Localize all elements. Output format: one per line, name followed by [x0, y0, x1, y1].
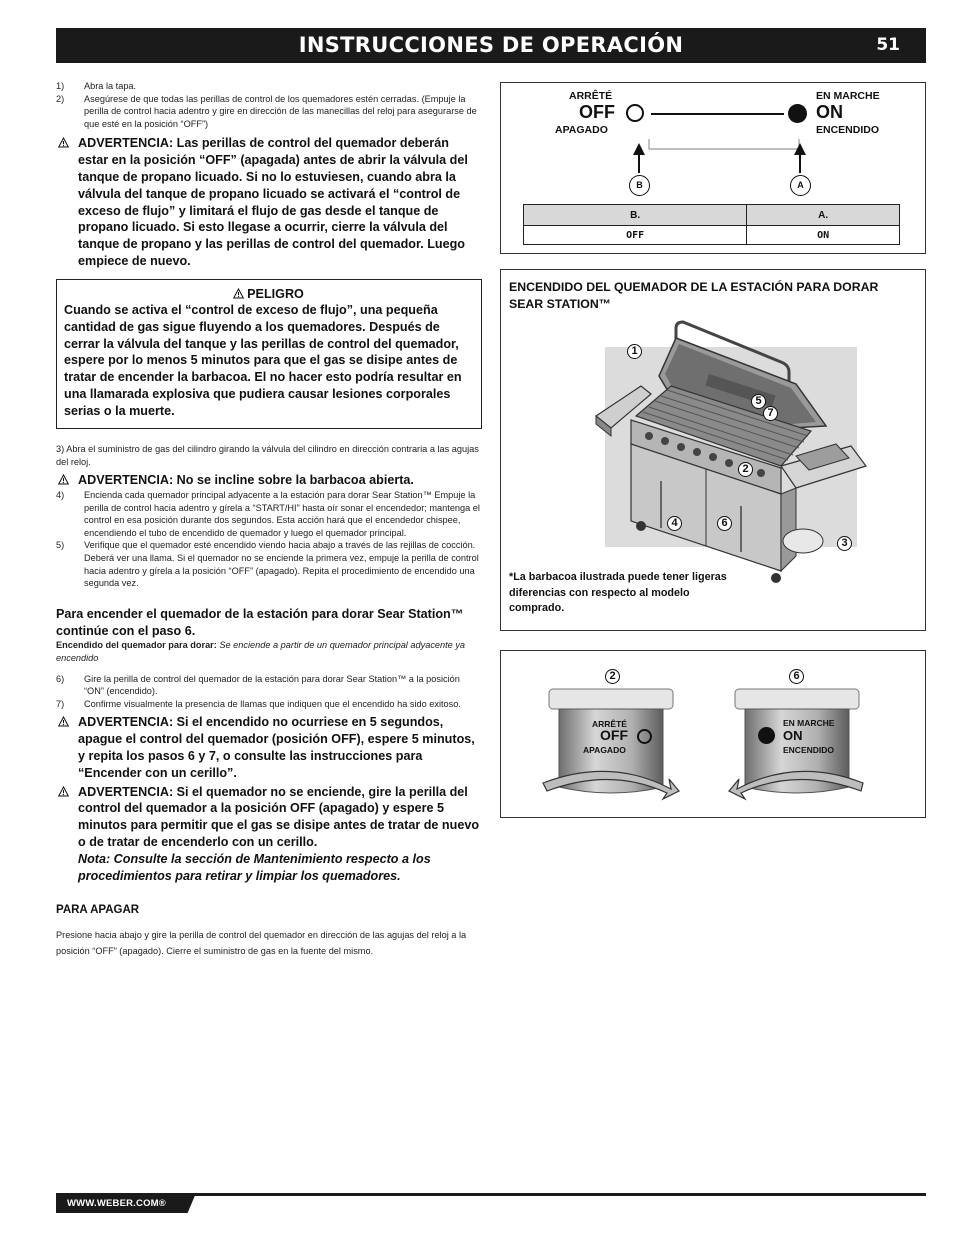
left-column — [56, 80, 482, 959]
label-en-marche: EN MARCHE — [816, 90, 880, 102]
label-apagado: APAGADO — [555, 124, 608, 136]
page-title: INSTRUCCIONES DE OPERACIÓN — [298, 33, 684, 57]
step-7 — [56, 698, 482, 711]
callout-5: 5 — [751, 394, 766, 409]
step-number: 2) — [56, 93, 65, 104]
knob-left-off-icon — [637, 729, 652, 744]
danger-box — [56, 279, 482, 429]
label-encendido: ENCENDIDO — [816, 124, 880, 136]
step-number: 5) — [56, 540, 65, 551]
apagar-text: Presione hacia abajo y gire la perilla de control del quemador en dirección de las agujas del reloj a la posición “OFF” (apagado). Cierre el suministro de gas en la fuente del mismo. — [56, 930, 467, 957]
danger-body: Cuando se activa el “control de exceso de flujo”, una pequeña cantidad de gas sigue fluyendo a los quemadores. Después de cerrar la válvula del tanque y las perillas de control del quemador, espere por lo menos 5 minutos para que el gas se disipe antes de tratar de encender la barbacoa. El no hacer esto podría resultar en una llamarada explosiva que pudiera causar lesiones corporales serias o la muerte. — [64, 302, 462, 419]
warning-note: Nota: Consulte la sección de Mantenimiento respecto a los procedimientos para retirar y limpiar los quemadores. — [78, 851, 431, 883]
sear-heading: Para encender el quemador de la estación para dorar Sear Station™ continúe con el paso 6. — [56, 606, 464, 638]
step-3: 3) Abra el suministro de gas del cilindro girando la válvula del cilindro en dirección contraria a las agujas del reloj. — [56, 444, 479, 467]
marker-b: B — [629, 175, 650, 196]
step-text: Gire la perilla de control del quemador de la estación para dorar Sear Station™ a la posición “ON” (encendido). — [84, 673, 460, 697]
callout-7: 7 — [763, 406, 778, 421]
knob-right-on: ON — [783, 728, 803, 743]
label-arrete: ARRÊTÉ — [569, 90, 613, 102]
step-number: 4) — [56, 490, 65, 501]
page-number: 51 — [876, 35, 900, 55]
warning-text: ADVERTENCIA: No se incline sobre la barbacoa abierta. — [78, 473, 414, 488]
label-off: OFF — [579, 102, 615, 122]
callout-2: 2 — [738, 462, 753, 477]
step-text: Verifique que el quemador esté encendido viendo hacia abajo a través de las rejillas de cocción. Deberá ver una llama. Si el quemador no se enciende la primera vez, empuje la perilla de control hacia adentro y gírela a la posición “OFF” (apagado). Repita el procedimiento de encendido una segunda vez. — [84, 540, 479, 589]
warning-icon — [58, 716, 69, 727]
step-number: 1) — [56, 81, 65, 91]
grill-note: *La barbacoa ilustrada puede tener ligeras diferencias con respecto al modelo comprado. — [509, 571, 727, 614]
step-5 — [56, 539, 482, 589]
off-on-diagram — [500, 82, 926, 254]
step-text: Encienda cada quemador principal adyacente a la estación para dorar Sear Station™ Empuje la perilla de control hacia adentro y gírela a “START/HI” hasta oír sonar el encendedor; mantenga el control en esa posición durante dos segundos. Esta acción hará que el encendedor chispee, encendiendo el tubo de encendido de quemador y luego el quemador principal. — [84, 490, 480, 538]
table-header-b: B. — [524, 205, 747, 226]
callout-1: 1 — [627, 344, 642, 359]
header-bar — [56, 28, 926, 63]
step-number: 7) — [56, 698, 65, 709]
knob-left-off: OFF — [600, 727, 628, 743]
knob-left-number: 2 — [605, 669, 620, 684]
grill-diagram-title: ENCENDIDO DEL QUEMADOR DE LA ESTACIÓN PARA DORAR SEAR STATION™ — [509, 280, 879, 311]
danger-title-text: PELIGRO — [247, 286, 304, 301]
warning-icon — [233, 288, 244, 299]
warning-text: ADVERTENCIA: Si el quemador no se enciende, gire la perilla del control del quemador a la posición OFF (apagado) y espere 5 minutos para permitir que el gas se disipe antes de tratar de nuevo o de tratar de encenderlo con un cerillo. — [78, 784, 480, 849]
marker-a: A — [790, 175, 811, 196]
apagar-heading: PARA APAGAR — [56, 904, 140, 917]
grill-illustration — [581, 316, 871, 586]
arrows-graphic — [501, 83, 927, 203]
warning-1 — [56, 135, 482, 269]
step-6 — [56, 673, 482, 698]
sear-sub-label: Encendido del quemador para dorar: — [56, 640, 217, 651]
table-value-b: OFF — [524, 226, 747, 245]
step-text: Abra la tapa. — [84, 81, 137, 91]
step-4 — [56, 489, 482, 539]
table-value-a: ON — [747, 226, 900, 245]
warning-icon — [58, 137, 69, 148]
knobs-diagram — [500, 650, 926, 818]
warning-icon — [58, 474, 69, 485]
knob-right-en-marche: EN MARCHE — [783, 718, 835, 728]
callout-4: 4 — [667, 516, 682, 531]
knob-right-encendido: ENCENDIDO — [783, 745, 835, 755]
step-text: Asegúrese de que todas las perillas de control de los quemadores estén cerradas. (Empuje la perilla de control hacia adentro y gire en dirección de las manecillas del reloj para asegurarse de que esté en la posición “OFF”) — [84, 93, 477, 129]
warning-text: ADVERTENCIA: Las perillas de control del quemador deberán estar en la posición “OFF” (apagada) antes de abrir la válvula del tanque de propano licuado. Si no lo estuviesen, cuando abra la válvula del tanque de propano licuado se activará el “control de exceso de flujo” y limitará el flujo de gas desde el tanque de propano licuado. Si esto llegase a ocurrir, cierre la válvula del tanque de propano y las perillas de control del quemador. Luego empiece de nuevo. — [78, 136, 468, 268]
warning-4 — [56, 784, 482, 885]
step-number: 6) — [56, 673, 65, 684]
knob-right-on-icon — [758, 727, 775, 744]
knob-left-apagado: APAGADO — [583, 745, 626, 755]
step-text: Confirme visualmente la presencia de llamas que indiquen que el encendido ha sido exitoso. — [84, 698, 461, 709]
warning-3 — [56, 714, 482, 781]
label-on: ON — [816, 102, 843, 122]
grill-diagram — [500, 269, 926, 631]
warning-icon — [58, 786, 69, 797]
table-header-a: A. — [747, 205, 900, 226]
callout-6: 6 — [717, 516, 732, 531]
danger-title — [64, 286, 473, 302]
knob-left-arrete: ARRÊTÉ — [592, 719, 627, 729]
callout-3: 3 — [837, 536, 852, 551]
warning-2 — [56, 472, 482, 489]
state-table — [523, 204, 900, 245]
step-2 — [56, 93, 482, 131]
knob-right-number: 6 — [789, 669, 804, 684]
sear-sub-text: Se enciende a partir de un quemador principal adyacente ya encendido — [56, 640, 466, 664]
sear-sub — [56, 639, 482, 664]
warning-text: ADVERTENCIA: Si el encendido no ocurriese en 5 segundos, apague el control del quemador (posición OFF), espere 5 minutos, y repita los pasos 6 y 7, o consulte las instrucciones para “Encender con un cerillo”. — [78, 715, 475, 780]
step-1 — [56, 80, 482, 93]
footer-url: WWW.WEBER.COM® — [67, 1198, 166, 1209]
